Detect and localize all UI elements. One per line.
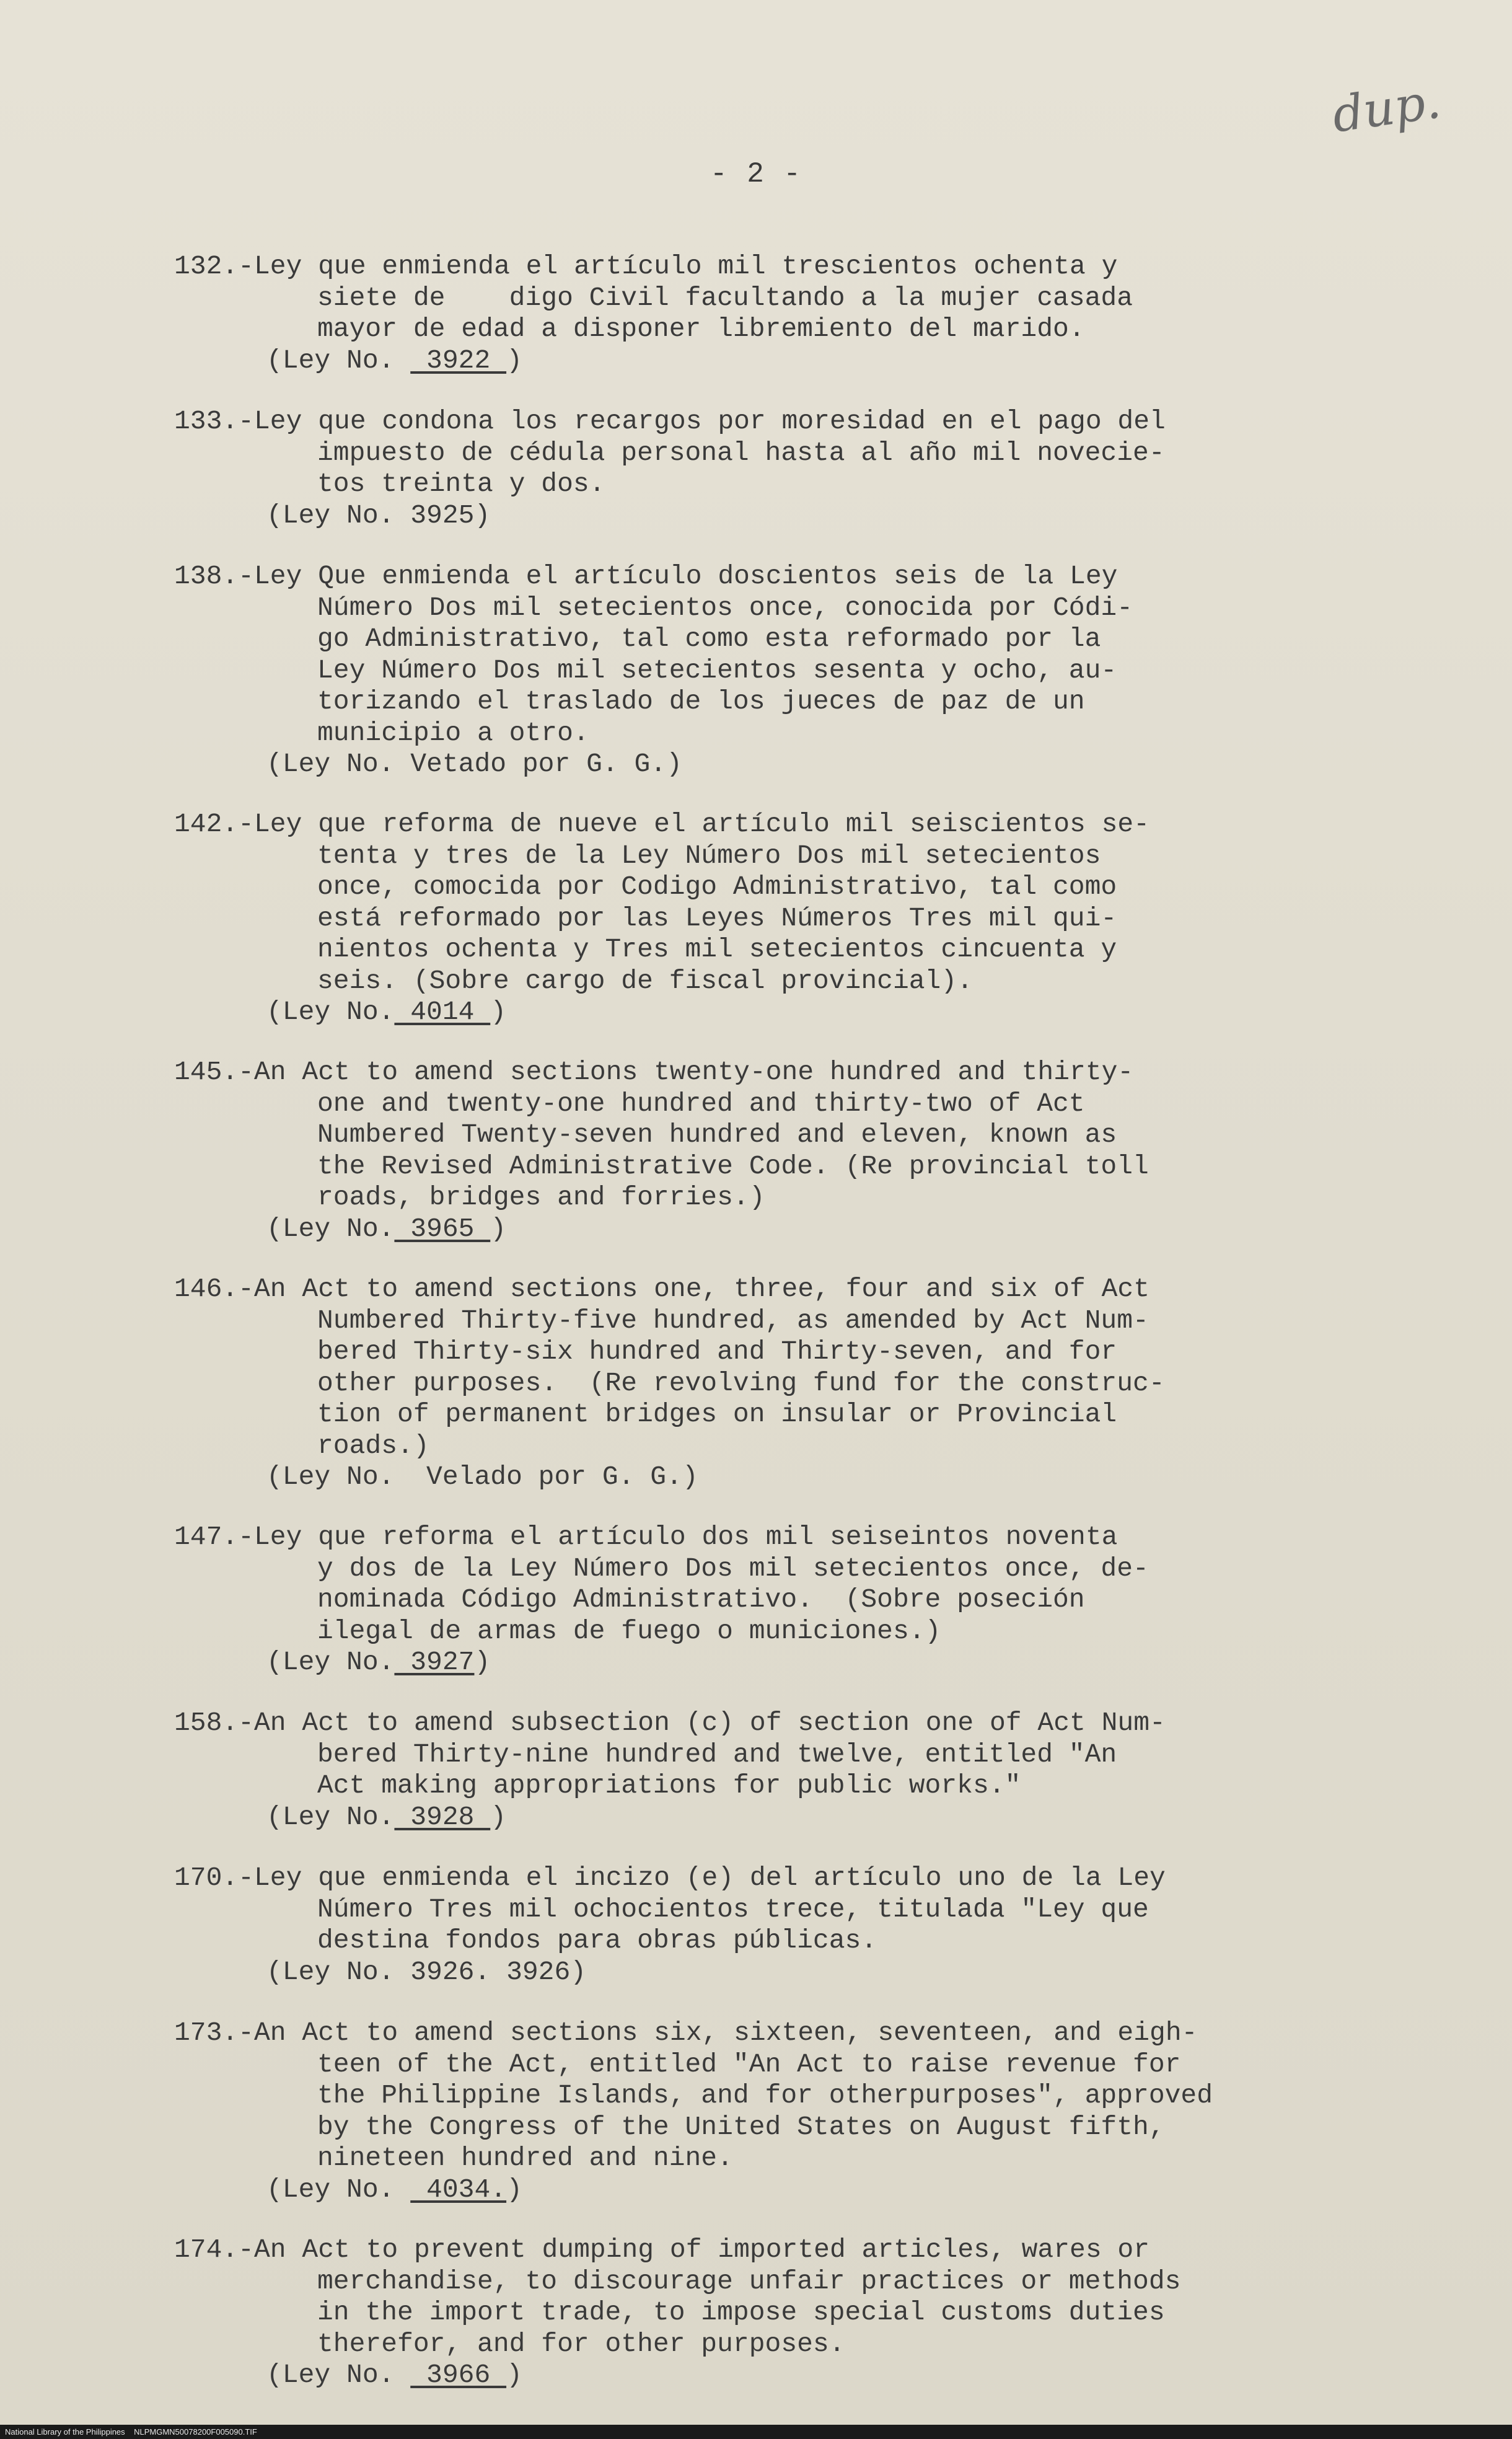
ley-number: 3922 xyxy=(410,345,507,376)
entry-number: 138.- xyxy=(174,561,254,591)
ley-close: ) xyxy=(490,1801,507,1832)
entry-number: 173.- xyxy=(174,2018,254,2048)
ley-label: (Ley No. xyxy=(266,1213,395,1244)
entry-number: 174.- xyxy=(174,2234,254,2265)
entry-line: nominada Código Administrativo. (Sobre poseción xyxy=(317,1584,1085,1615)
entry-line: siete de digo Civil facultando a la mujer casada xyxy=(317,282,1133,313)
entry-line: bered Thirty-six hundred and Thirty-seven, and for xyxy=(317,1336,1117,1367)
ley-reference xyxy=(266,1802,1239,1833)
entry-line: one and twenty-one hundred and thirty-two of Act xyxy=(317,1088,1085,1119)
ley-reference xyxy=(266,1647,1239,1678)
entry-item xyxy=(149,2018,1239,2205)
ley-reference xyxy=(266,2174,1239,2206)
entry-line: Ley que reforma el artículo dos mil seiseintos noventa xyxy=(254,1522,1118,1552)
ley-reference xyxy=(266,2360,1239,2391)
page-number: - 2 - xyxy=(710,158,802,190)
entry-line: go Administrativo, tal como esta reformado por la xyxy=(317,624,1101,654)
entry-line: roads, bridges and forries.) xyxy=(317,1182,765,1212)
ley-close: ) xyxy=(490,997,507,1027)
entry-number: 133.- xyxy=(174,406,254,436)
entry-number: 170.- xyxy=(174,1863,254,1893)
entry-text xyxy=(254,406,1239,500)
entry-line: roads.) xyxy=(317,1430,429,1461)
entry-line: ilegal de armas de fuego o municiones.) xyxy=(317,1615,941,1646)
entry-line: merchandise, to discourage unfair practices or methods xyxy=(317,2265,1181,2296)
entry-text xyxy=(254,2018,1239,2174)
ley-number: 3965 xyxy=(394,1213,491,1244)
ley-number: 3966 xyxy=(410,2360,507,2390)
entry-item xyxy=(149,1708,1239,1833)
entry-number: 147.- xyxy=(174,1522,254,1552)
entry-line: in the import trade, to impose special customs duties xyxy=(317,2297,1165,2327)
entry-line: An Act to prevent dumping of imported articles, wares or xyxy=(254,2234,1150,2265)
ley-reference xyxy=(266,1214,1239,1245)
ley-reference xyxy=(266,500,1239,532)
ley-close: ) xyxy=(570,1956,587,1987)
ley-label: (Ley No. xyxy=(266,2174,411,2205)
ley-close: ) xyxy=(474,1647,491,1677)
entry-line: mayor de edad a disponer libremiento del marido. xyxy=(317,314,1085,344)
ley-close: ) xyxy=(506,345,522,376)
entry-line: once, comocida por Codigo Administrativo, tal como xyxy=(317,871,1117,902)
entry-line: Ley Que enmienda el artículo doscientos seis de la Ley xyxy=(254,561,1118,591)
ley-number: Velado por G. G. xyxy=(426,1462,682,1492)
entry-line: teen of the Act, entitled "An Act to raise revenue for xyxy=(317,2049,1181,2080)
entry-line: nineteen hundred and nine. xyxy=(317,2143,733,2173)
entry-line: municipio a otro. xyxy=(317,717,589,748)
entry-number: 158.- xyxy=(174,1708,254,1738)
ley-label: (Ley No. xyxy=(266,1801,395,1832)
entry-line: An Act to amend sections one, three, four and six of Act xyxy=(254,1274,1150,1304)
entry-line: Ley que enmienda el incizo (e) del artículo uno de la Ley xyxy=(254,1863,1166,1893)
entry-item xyxy=(149,406,1239,531)
entry-line: impuesto de cédula personal hasta al año mil novecie- xyxy=(317,437,1165,468)
entry-line: tenta y tres de la Ley Número Dos mil setecientos xyxy=(317,840,1101,871)
entry-line: torizando el traslado de los jueces de paz de un xyxy=(317,686,1085,717)
entry-text xyxy=(254,1274,1239,1462)
entry-line: y dos de la Ley Número Dos mil setecientos once, de- xyxy=(317,1553,1149,1584)
ley-label: (Ley No. xyxy=(266,749,411,779)
entry-line: Ley Número Dos mil setecientos sesenta y ocho, au- xyxy=(317,655,1117,686)
entry-line: Número Tres mil ochocientos trece, titulada "Ley que xyxy=(317,1894,1149,1925)
entry-line: Numbered Twenty-seven hundred and eleven, known as xyxy=(317,1119,1117,1150)
entry-line: bered Thirty-nine hundred and twelve, entitled "An xyxy=(317,1739,1117,1770)
entry-line: Ley que condona los recargos por moresidad en el pago del xyxy=(254,406,1166,436)
ley-label: (Ley No. xyxy=(266,997,395,1027)
entry-text xyxy=(254,809,1239,997)
handwritten-note: dup. xyxy=(1329,73,1444,144)
entry-line: the Revised Administrative Code. (Re provincial toll xyxy=(317,1150,1149,1181)
ley-number: 4034. xyxy=(410,2174,507,2205)
ley-reference xyxy=(266,1957,1239,1988)
entry-item xyxy=(149,809,1239,1028)
ley-reference xyxy=(266,749,1239,780)
entry-text xyxy=(254,1708,1239,1802)
entry-line: therefor, and for other purposes. xyxy=(317,2328,845,2359)
entry-line: Número Dos mil setecientos once, conocida por Códi- xyxy=(317,592,1133,623)
ley-number: 4014 xyxy=(394,997,491,1027)
entry-item xyxy=(149,561,1239,780)
ley-label: (Ley No. xyxy=(266,500,411,531)
entry-line: An Act to amend sections twenty-one hundred and thirty- xyxy=(254,1057,1134,1087)
footer-caption: National Library of the Philippines NLPMGMN50078200F005090.TIF xyxy=(0,2425,1512,2439)
entry-item xyxy=(149,1274,1239,1493)
entry-line: other purposes. (Re revolving fund for the construc- xyxy=(317,1367,1165,1398)
entry-line: by the Congress of the United States on August fifth, xyxy=(317,2111,1165,2142)
ley-label: (Ley No. xyxy=(266,345,411,376)
entry-line: Ley que enmienda el artículo mil trescientos ochenta y xyxy=(254,251,1118,281)
ley-label: (Ley No. xyxy=(266,2360,411,2390)
entry-number: 146.- xyxy=(174,1274,254,1304)
entry-text xyxy=(254,1863,1239,1957)
entry-line: Numbered Thirty-five hundred, as amended by Act Num- xyxy=(317,1305,1149,1336)
entry-text xyxy=(254,561,1239,749)
entry-line: está reformado por las Leyes Números Tres mil qui- xyxy=(317,902,1117,933)
ley-close: ) xyxy=(474,500,491,531)
ley-label: (Ley No. xyxy=(266,1956,411,1987)
entry-text xyxy=(254,1522,1239,1647)
entry-number: 132.- xyxy=(174,251,254,281)
ley-close: ) xyxy=(506,2174,522,2205)
entry-text xyxy=(254,251,1239,345)
ley-number: Vetado por G. G. xyxy=(410,749,667,779)
ley-label: (Ley No. xyxy=(266,1647,395,1677)
entry-item xyxy=(149,1057,1239,1245)
entry-line: destina fondos para obras públicas. xyxy=(317,1925,877,1956)
entry-item xyxy=(149,1863,1239,1988)
ley-reference xyxy=(266,345,1239,377)
entry-number: 145.- xyxy=(174,1057,254,1087)
ley-close: ) xyxy=(682,1462,698,1492)
entry-line: nientos ochenta y Tres mil setecientos cincuenta y xyxy=(317,934,1117,964)
entry-line: tos treinta y dos. xyxy=(317,469,605,499)
ley-number: 3925 xyxy=(410,500,475,531)
ley-number: 3926. 3926 xyxy=(410,1956,571,1987)
entry-text xyxy=(254,2234,1239,2360)
entry-line: Ley que reforma de nueve el artículo mil seiscientos se- xyxy=(254,809,1150,839)
entry-line: Act making appropriations for public works." xyxy=(317,1770,1021,1801)
entry-item xyxy=(149,1522,1239,1678)
entry-number: 142.- xyxy=(174,809,254,839)
entry-text xyxy=(254,1057,1239,1214)
entry-line: the Philippine Islands, and for otherpurposes", approved xyxy=(317,2080,1213,2110)
ley-close: ) xyxy=(490,1213,507,1244)
ley-number: 3928 xyxy=(394,1801,491,1832)
ley-reference xyxy=(266,1462,1239,1493)
entry-item xyxy=(149,251,1239,376)
ley-number: 3927 xyxy=(394,1647,475,1677)
entry-line: An Act to amend subsection (c) of section one of Act Num- xyxy=(254,1708,1166,1738)
ley-label: (Ley No. xyxy=(266,1462,427,1492)
ley-close: ) xyxy=(506,2360,522,2390)
entry-line: tion of permanent bridges on insular or Provincial xyxy=(317,1399,1117,1429)
ley-close: ) xyxy=(666,749,682,779)
ley-reference xyxy=(266,997,1239,1028)
entry-line: seis. (Sobre cargo de fiscal provincial). xyxy=(317,965,973,996)
entry-line: An Act to amend sections six, sixteen, seventeen, and eigh- xyxy=(254,2018,1198,2048)
entry-item xyxy=(149,2234,1239,2391)
